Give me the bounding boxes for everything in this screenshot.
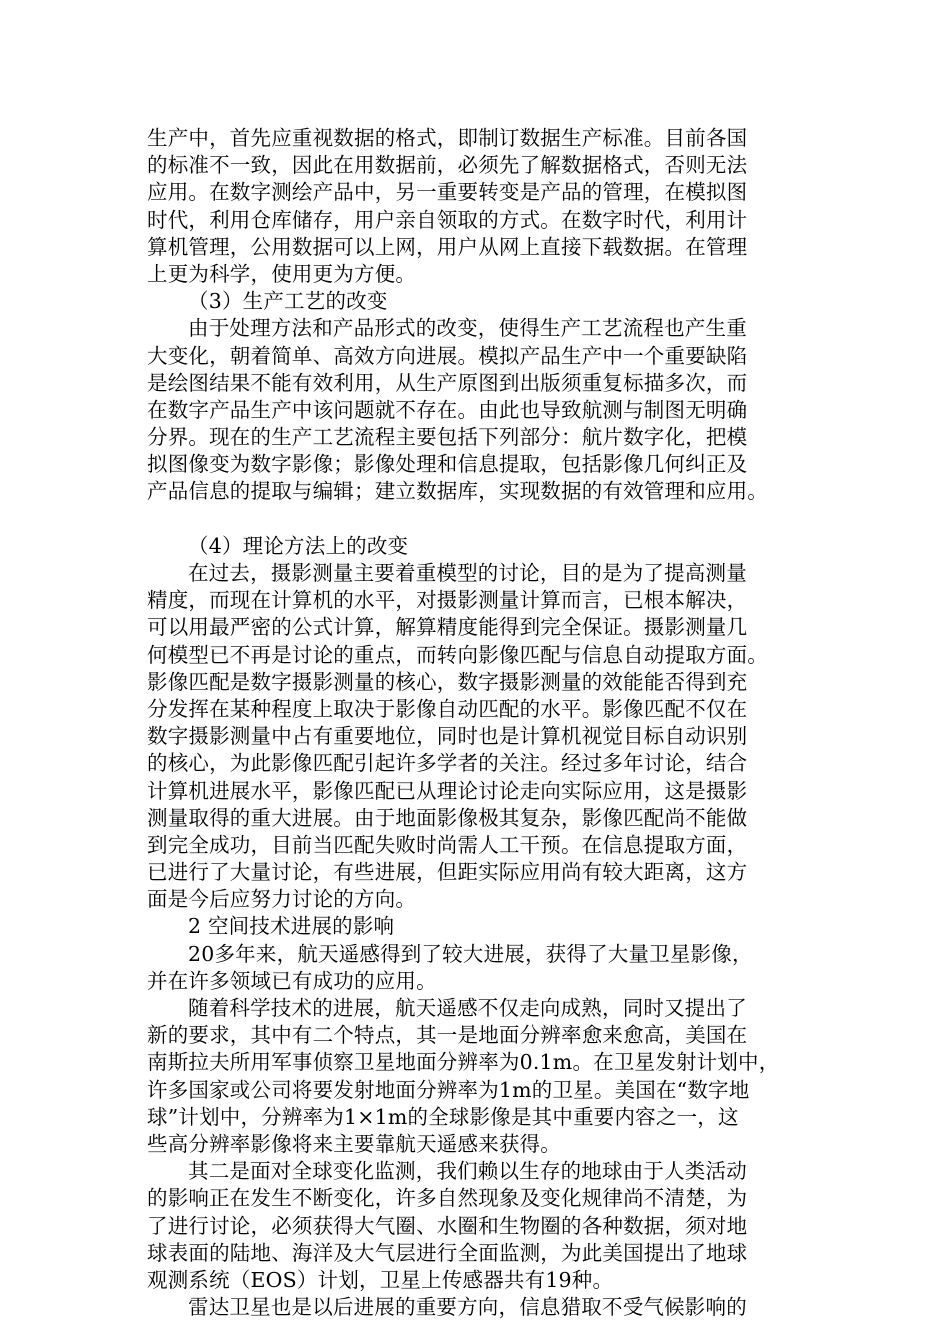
text-line: 了进行讨论，必须获得大气圈、水圈和生物圈的各种数据，须对地 bbox=[147, 1213, 748, 1238]
text-line: 可以用最严密的公式计算，解算精度能得到完全保证。摄影测量几 bbox=[147, 615, 748, 640]
text-line: 影像匹配是数字摄影测量的核心，数字摄影测量的效能能否得到充 bbox=[147, 669, 748, 694]
text-line: 随着科学技术的进展，航天遥感不仅走向成熟，同时又提出了 bbox=[188, 996, 747, 1020]
text-line: 在数字产品生产中该问题就不存在。由此也导致航测与制图无明确 bbox=[147, 397, 748, 422]
text-line: 精度，而现在计算机的水平，对摄影测量计算而言，已根本解决， bbox=[147, 588, 748, 613]
text-line: 到完全成功，目前当匹配失败时尚需人工干预。在信息提取方面， bbox=[147, 832, 748, 857]
text-line: 球表面的陆地、海洋及大气层进行全面监测，为此美国提出了地球 bbox=[147, 1240, 748, 1265]
text-line: 的影响正在发生不断变化，许多自然现象及变化规律尚不清楚，为 bbox=[147, 1186, 748, 1211]
text-line: 拟图像变为数字影像；影像处理和信息提取，包括影像几何纠正及 bbox=[147, 452, 748, 477]
text-line: 雷达卫星也是以后进展的重要方向，信息猎取不受气候影响的 bbox=[188, 1295, 747, 1320]
text-line: 由于处理方法和产品形式的改变，使得生产工艺流程也产生重 bbox=[188, 316, 747, 341]
text-line: 的标准不一致，因此在用数据前，必须先了解数据格式，否则无法 bbox=[147, 153, 748, 178]
text-line: 在过去，摄影测量主要着重模型的讨论，目的是为了提高测量 bbox=[188, 561, 747, 585]
text-line: 产品信息的提取与编辑；建立数据库，实现数据的有效管理和应用。 bbox=[147, 479, 768, 504]
text-line: 新的要求，其中有二个特点，其一是地面分辨率愈来愈高，美国在 bbox=[147, 1023, 748, 1048]
text-line: 是绘图结果不能有效利用，从生产原图到出版须重复标描多次，而 bbox=[147, 370, 748, 395]
text-line: 面是今后应努力讨论的方向。 bbox=[147, 887, 417, 912]
text-line: 上更为科学，使用更为方便。 bbox=[147, 261, 417, 286]
text-line: 分发挥在某种程度上取决于影像自动匹配的水平。影像匹配不仅在 bbox=[147, 696, 748, 721]
text-line: 算机管理，公用数据可以上网，用户从网上直接下载数据。在管理 bbox=[147, 234, 748, 259]
text-line: 已进行了大量讨论，有些进展，但距实际应用尚有较大距离，这方 bbox=[147, 860, 748, 885]
text-line: 观测系统（EOS）计划，卫星上传感器共有19种。 bbox=[147, 1267, 614, 1292]
section-heading: （3）生产工艺的改变 bbox=[188, 289, 388, 314]
blank-line bbox=[147, 506, 807, 533]
text-line: 分界。现在的生产工艺流程主要包括下列部分：航片数字化，把模 bbox=[147, 425, 748, 450]
text-line: 20多年来，航天遥感得到了较大进展，获得了大量卫星影像， bbox=[188, 941, 753, 966]
section-heading: （4）理论方法上的改变 bbox=[188, 533, 409, 558]
text-line: 球”计划中，分辨率为1×1m的全球影像是其中重要内容之一，这 bbox=[147, 1104, 739, 1129]
text-line: 南斯拉夫所用军事侦察卫星地面分辨率为0.1m。在卫星发射计划中， bbox=[147, 1050, 780, 1075]
text-line: 其二是面对全球变化监测，我们赖以生存的地球由于人类活动 bbox=[188, 1159, 747, 1184]
text-line: 应用。在数字测绘产品中，另一重要转变是产品的管理，在模拟图 bbox=[147, 180, 748, 205]
text-line: 些高分辨率影像将来主要靠航天遥感来获得。 bbox=[147, 1131, 561, 1156]
text-line: 时代，利用仓库储存，用户亲自领取的方式。在数字时代，利用计 bbox=[147, 207, 748, 232]
text-line: 生产中，首先应重视数据的格式，即制订数据生产标准。目前各国 bbox=[147, 126, 748, 150]
text-line: 许多国家或公司将要发射地面分辨率为1m的卫星。美国在“数字地 bbox=[147, 1077, 750, 1102]
text-line: 大变化，朝着简单、高效方向进展。模拟产品生产中一个重要缺陷 bbox=[147, 343, 748, 368]
text-line: 何模型已不再是讨论的重点，而转向影像匹配与信息自动提取方面。 bbox=[147, 642, 768, 667]
text-line: 测量取得的重大进展。由于地面影像极其复杂，影像匹配尚不能做 bbox=[147, 805, 748, 830]
text-line: 计算机进展水平，影像匹配已从理论讨论走向实际应用，这是摄影 bbox=[147, 778, 748, 803]
section-heading: 2 空间技术进展的影响 bbox=[188, 914, 395, 939]
text-line: 数字摄影测量中占有重要地位，同时也是计算机视觉目标自动识别 bbox=[147, 724, 748, 749]
text-line: 并在许多领域已有成功的应用。 bbox=[147, 968, 437, 993]
text-line: 的核心，为此影像匹配引起许多学者的关注。经过多年讨论，结合 bbox=[147, 751, 748, 776]
document-body bbox=[147, 125, 807, 1321]
